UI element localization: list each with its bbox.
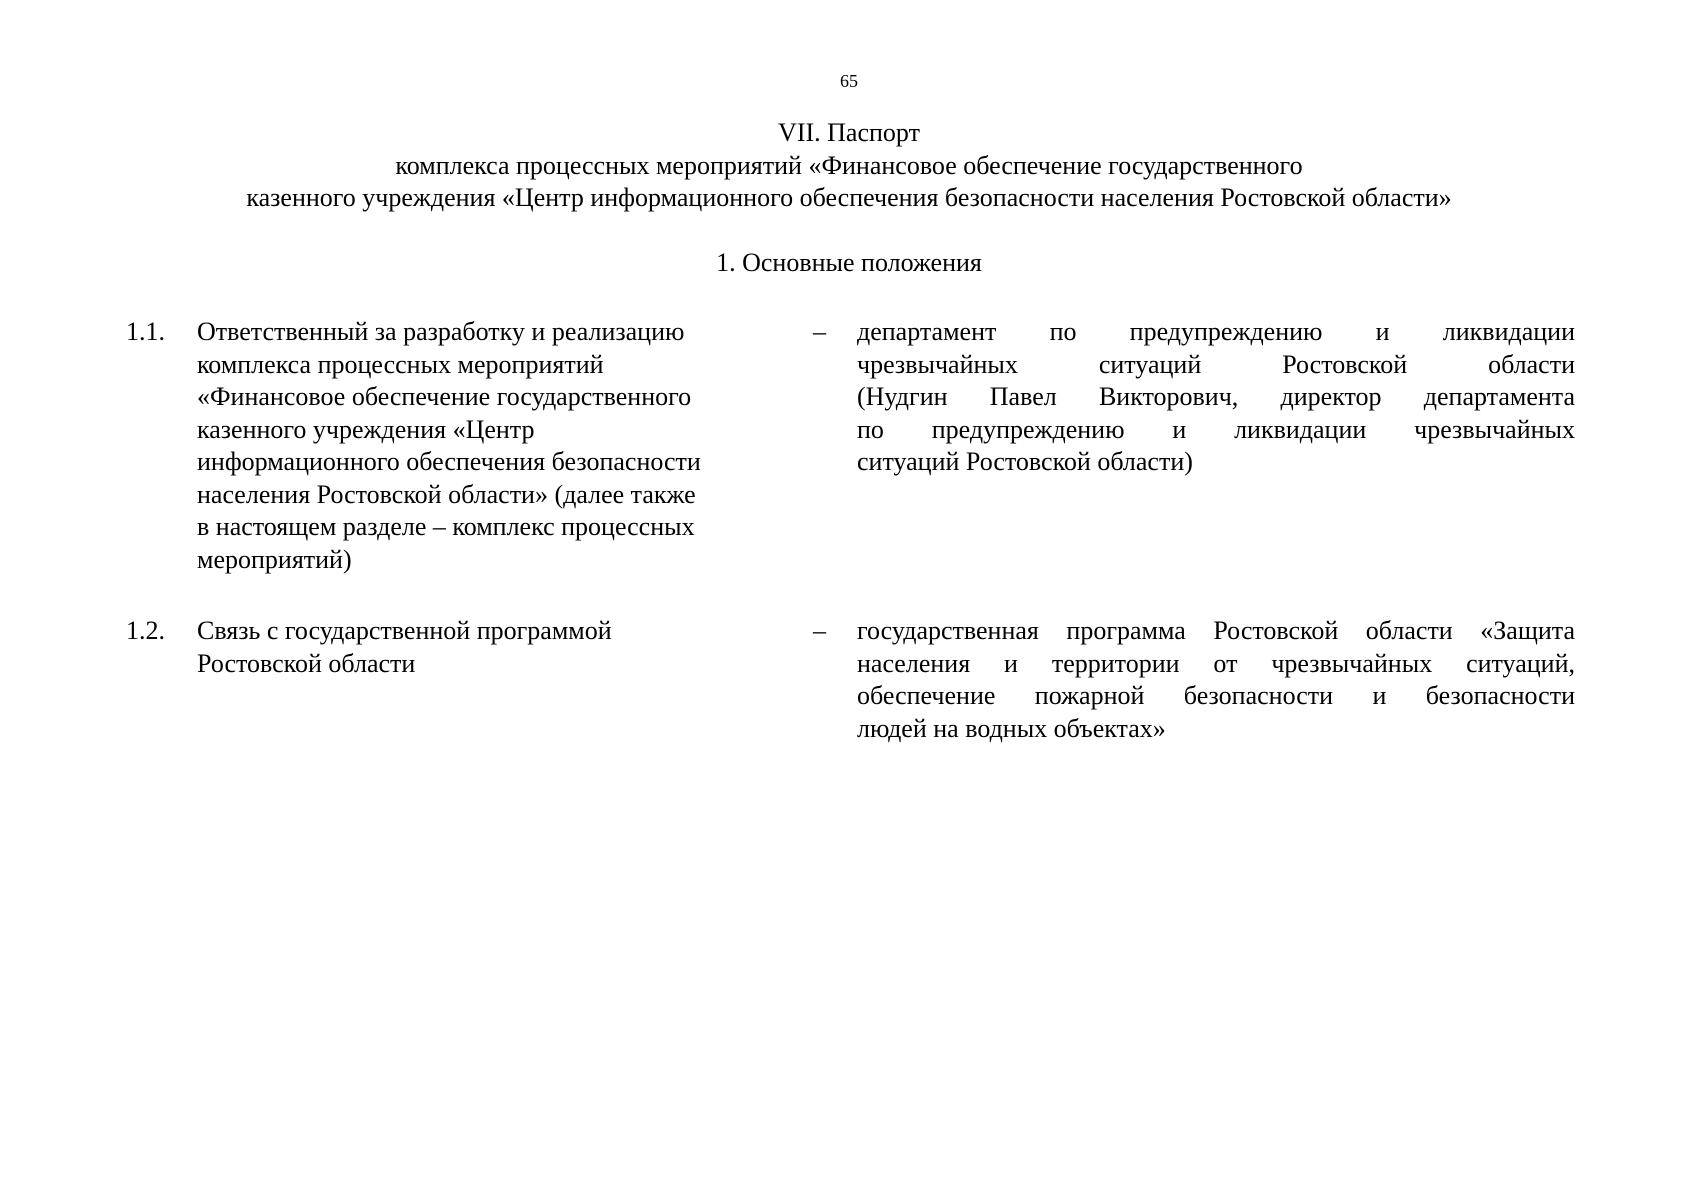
- item-value-line: обеспечение пожарной безопасности и безопасности: [857, 681, 1575, 710]
- item-value-line: людей на водных объектах»: [857, 713, 1166, 743]
- section-heading: 1. Основные положения: [716, 248, 982, 277]
- item-number: 1.1.: [126, 317, 165, 346]
- item-label: [197, 316, 757, 576]
- item-label-line: «Финансовое обеспечение государственного: [197, 382, 692, 411]
- item-label-line: Ростовской области: [197, 648, 416, 678]
- item-label-line: населения Ростовской области» (далее также: [197, 479, 696, 509]
- item-value: [857, 615, 1575, 745]
- item-value-line: населения и территории от чрезвычайных ситуаций,: [857, 648, 1575, 678]
- item-value: [857, 316, 1575, 479]
- item-value-line: по предупреждению и ликвидации чрезвычайных: [857, 414, 1575, 444]
- item-value-line: (Нудгин Павел Викторович, директор департамента: [857, 382, 1575, 411]
- item-dash: –: [813, 317, 826, 346]
- item-label-line: Связь с государственной программой: [197, 616, 612, 645]
- item-dash: –: [813, 616, 826, 645]
- item-value-line: департамент по предупреждению и ликвидации: [857, 317, 1575, 346]
- item-value-line: государственная программа Ростовской области «Защита: [857, 616, 1575, 645]
- item-value-line: чрезвычайных ситуаций Ростовской области: [857, 349, 1575, 379]
- item-value-line: ситуаций Ростовской области): [857, 447, 1193, 476]
- title-line-1: VII. Паспорт: [778, 118, 920, 147]
- item-label-line: в настоящем разделе – комплекс процессных: [197, 512, 695, 541]
- item-label-line: комплекса процессных мероприятий: [197, 349, 604, 379]
- item-label: [197, 615, 757, 680]
- document-title: [0, 117, 1698, 215]
- item-number: 1.2.: [126, 616, 165, 645]
- title-line-3: казенного учреждения «Центр информационного обеспечения безопасности населения Ростовской области»: [246, 183, 1452, 212]
- item-label-line: Ответственный за разработку и реализацию: [197, 317, 685, 346]
- item-label-line: мероприятий): [197, 544, 352, 574]
- item-label-line: информационного обеспечения безопасности: [197, 447, 701, 476]
- item-label-line: казенного учреждения «Центр: [197, 414, 535, 444]
- title-line-2: комплекса процессных мероприятий «Финансовое обеспечение государственного: [395, 150, 1303, 180]
- page-number: 65: [840, 71, 858, 91]
